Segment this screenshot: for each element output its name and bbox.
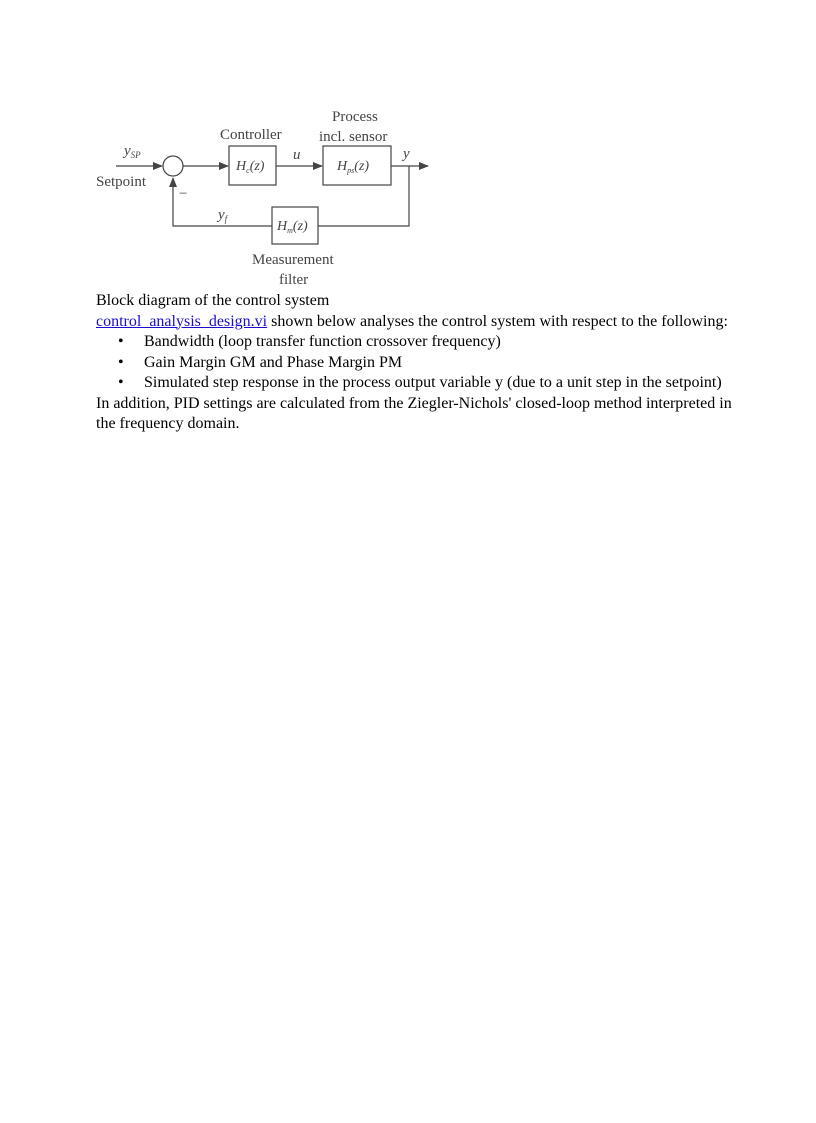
yf-label: $y_f$ (218, 207, 228, 224)
intro-text: shown below analyses the control system with respect to the following: (267, 312, 728, 330)
list-item-text: Bandwidth (loop transfer function crossover frequency) (144, 333, 501, 350)
list-item (96, 373, 736, 394)
process-label-line2: incl. sensor (319, 129, 388, 145)
u-label: u (293, 147, 301, 163)
filter-transfer-function: $H_m(z)$ (277, 219, 308, 235)
list-item-text: Simulated step response in the process output variable y (due to a unit step in the setpoint) (144, 374, 722, 391)
intro-paragraph (96, 312, 736, 333)
figure-caption: Block diagram of the control system (96, 292, 330, 309)
bullet-icon: • (118, 353, 124, 371)
block-diagram-figure (96, 100, 436, 290)
list-item (96, 332, 736, 353)
ysp-label: $y_{SP}$ (124, 143, 141, 160)
setpoint-label: Setpoint (96, 174, 147, 190)
bullet-icon: • (118, 333, 124, 350)
bullet-icon: • (118, 374, 124, 391)
process-transfer-function: $H_{ps}(z)$ (337, 159, 370, 175)
list-item-text: Gain Margin GM and Phase Margin PM (144, 353, 403, 371)
feature-list (96, 332, 736, 394)
minus-sign: − (179, 186, 188, 202)
vi-file-link[interactable]: control_analysis_design.vi (96, 312, 268, 330)
controller-transfer-function: $H_c(z)$ (236, 159, 265, 175)
filter-label-line1: Measurement (252, 252, 334, 268)
process-label-line1: Process (332, 109, 378, 125)
body-text (96, 291, 736, 435)
filter-label-line2: filter (279, 272, 309, 288)
block-diagram (96, 100, 436, 290)
list-item (96, 353, 736, 374)
closing-paragraph: In addition, PID settings are calculated from the Ziegler-Nichols' closed-loop method interpreted in the frequency domain. (96, 394, 732, 432)
controller-label: Controller (220, 127, 282, 143)
y-label: y (403, 146, 410, 162)
summing-junction (163, 156, 183, 176)
